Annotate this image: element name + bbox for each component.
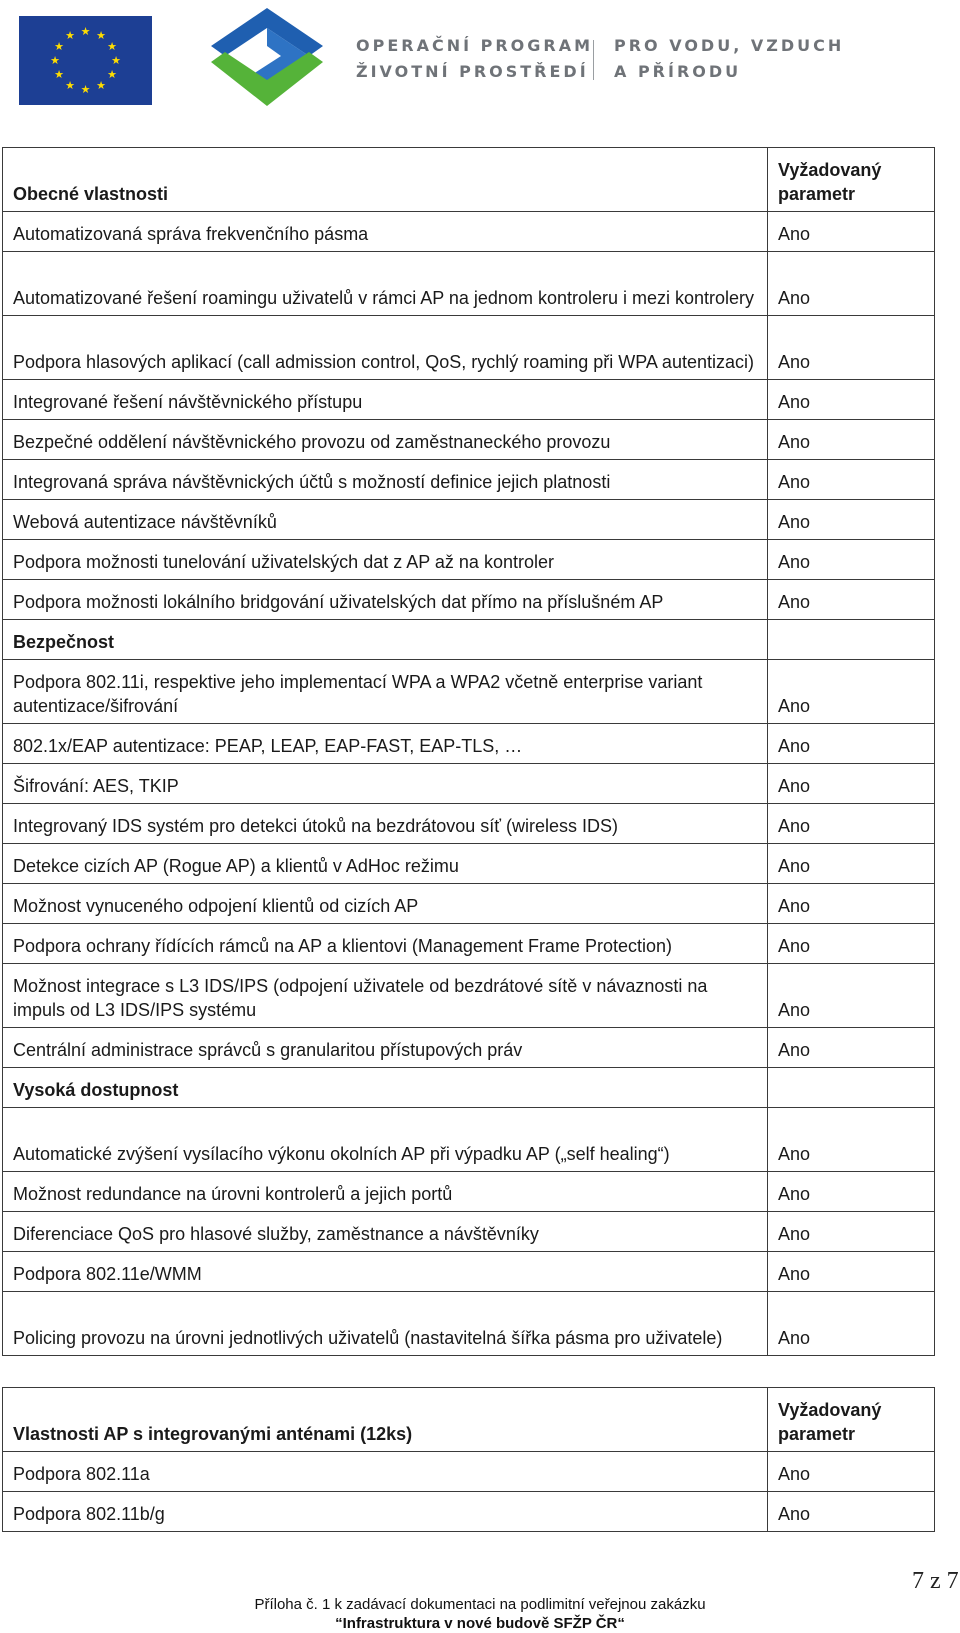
row-value: Ano	[768, 1028, 935, 1068]
row-label: Automatické zvýšení vysílacího výkonu okolních AP při výpadku AP („self healing“)	[3, 1108, 768, 1172]
row-label: Automatizované řešení roamingu uživatelů v rámci AP na jednom kontroleru i mezi kontrolery	[3, 252, 768, 316]
table-row	[3, 500, 935, 540]
row-label: Podpora 802.11b/g	[3, 1492, 768, 1532]
svg-text:★: ★	[96, 29, 106, 42]
svg-text:★: ★	[54, 40, 64, 53]
svg-text:★: ★	[96, 79, 106, 92]
row-value: Ano	[768, 1212, 935, 1252]
table-header-row	[3, 148, 935, 212]
table-row	[3, 964, 935, 1028]
table-row	[3, 1028, 935, 1068]
row-label: 802.1x/EAP autentizace: PEAP, LEAP, EAP-FAST, EAP-TLS, …	[3, 724, 768, 764]
table-header-label: Vlastnosti AP s integrovanými anténami (12ks)	[3, 1388, 768, 1452]
svg-text:★: ★	[65, 29, 75, 42]
row-label: Šifrování: AES, TKIP	[3, 764, 768, 804]
row-label: Možnost redundance na úrovni kontrolerů a jejich portů	[3, 1172, 768, 1212]
row-label: Integrovaná správa návštěvnických účtů s možností definice jejich platnosti	[3, 460, 768, 500]
row-label: Webová autentizace návštěvníků	[3, 500, 768, 540]
row-value	[768, 620, 935, 660]
row-value: Ano	[768, 844, 935, 884]
row-label: Podpora 802.11e/WMM	[3, 1252, 768, 1292]
row-value: Ano	[768, 580, 935, 620]
row-label: Diferenciace QoS pro hlasové služby, zaměstnance a návštěvníky	[3, 1212, 768, 1252]
table-row	[3, 1252, 935, 1292]
row-label: Podpora možnosti tunelování uživatelských dat z AP až na kontroler	[3, 540, 768, 580]
page-number: 7 z 7	[912, 1568, 959, 1594]
row-label: Podpora možnosti lokálního bridgování uživatelských dat přímo na příslušném AP	[3, 580, 768, 620]
row-value: Ano	[768, 724, 935, 764]
row-value: Ano	[768, 540, 935, 580]
row-value: Ano	[768, 884, 935, 924]
table-header-value: Vyžadovaný parametr	[768, 148, 935, 212]
table-row	[3, 580, 935, 620]
row-label: Podpora hlasových aplikací (call admission control, QoS, rychlý roaming při WPA autentizaci)	[3, 316, 768, 380]
svg-text:★: ★	[50, 54, 60, 67]
row-value: Ano	[768, 460, 935, 500]
section-title: Bezpečnost	[3, 620, 768, 660]
table-row	[3, 804, 935, 844]
row-value: Ano	[768, 1492, 935, 1532]
row-value	[768, 1068, 935, 1108]
row-label: Policing provozu na úrovni jednotlivých uživatelů (nastavitelná šířka pásma pro uživatele)	[3, 1292, 768, 1356]
row-label: Integrovaný IDS systém pro detekci útoků na bezdrátovou síť (wireless IDS)	[3, 804, 768, 844]
table-row	[3, 724, 935, 764]
row-value: Ano	[768, 1172, 935, 1212]
table-row	[3, 420, 935, 460]
table-row	[3, 1172, 935, 1212]
row-label: Podpora 802.11i, respektive jeho implementací WPA a WPA2 včetně enterprise variant autentizace/šifrování	[3, 660, 768, 724]
row-label: Centrální administrace správců s granularitou přístupových práv	[3, 1028, 768, 1068]
table-row	[3, 1292, 935, 1356]
row-value: Ano	[768, 252, 935, 316]
svg-text:★: ★	[111, 54, 121, 67]
row-value: Ano	[768, 1252, 935, 1292]
svg-text:★: ★	[80, 25, 91, 38]
row-value: Ano	[768, 1292, 935, 1356]
footer-line-1: Příloha č. 1 k zadávací dokumentaci na podlimitní veřejnou zakázku	[254, 1596, 706, 1613]
svg-text:★: ★	[80, 83, 91, 96]
header-divider	[593, 40, 594, 80]
row-value: Ano	[768, 924, 935, 964]
slogan-line-1: PRO VODU, VZDUCH	[614, 36, 845, 55]
table-header-label: Obecné vlastnosti	[3, 148, 768, 212]
general-properties-table	[2, 147, 935, 1356]
row-value: Ano	[768, 212, 935, 252]
ap-properties-table	[2, 1387, 935, 1532]
table-row	[3, 212, 935, 252]
table-row	[3, 884, 935, 924]
row-value: Ano	[768, 420, 935, 460]
table-row	[3, 460, 935, 500]
section-header-row	[3, 1068, 935, 1108]
program-line-2: ŽIVOTNÍ PROSTŘEDÍ	[356, 62, 589, 81]
table-header-row	[3, 1388, 935, 1452]
table-row	[3, 316, 935, 380]
row-value: Ano	[768, 964, 935, 1028]
table-row	[3, 1108, 935, 1172]
table-row	[3, 844, 935, 884]
table-row	[3, 380, 935, 420]
slogan-line-2: A PŘÍRODU	[614, 62, 742, 81]
section-title: Vysoká dostupnost	[3, 1068, 768, 1108]
table-row	[3, 1492, 935, 1532]
row-value: Ano	[768, 500, 935, 540]
row-value: Ano	[768, 316, 935, 380]
row-value: Ano	[768, 1108, 935, 1172]
row-label: Možnost integrace s L3 IDS/IPS (odpojení uživatele od bezdrátové sítě v návaznosti na impuls od L3 IDS/IPS systému	[3, 964, 768, 1028]
row-label: Možnost vynuceného odpojení klientů od cizích AP	[3, 884, 768, 924]
eu-flag-logo	[19, 16, 152, 105]
row-value: Ano	[768, 1452, 935, 1492]
table-header-value: Vyžadovaný parametr	[768, 1388, 935, 1452]
table-row	[3, 540, 935, 580]
page-footer	[0, 1595, 960, 1633]
svg-text:★: ★	[107, 68, 117, 81]
row-label: Podpora 802.11a	[3, 1452, 768, 1492]
program-line-1: OPERAČNÍ PROGRAM	[356, 36, 594, 55]
svg-text:★: ★	[65, 79, 75, 92]
table-row	[3, 924, 935, 964]
table-row	[3, 1212, 935, 1252]
section-header-row	[3, 620, 935, 660]
program-logo	[205, 6, 335, 109]
row-label: Integrované řešení návštěvnického přístupu	[3, 380, 768, 420]
table-row	[3, 660, 935, 724]
row-label: Detekce cizích AP (Rogue AP) a klientů v AdHoc režimu	[3, 844, 768, 884]
table-row	[3, 252, 935, 316]
row-label: Podpora ochrany řídících rámců na AP a klientovi (Management Frame Protection)	[3, 924, 768, 964]
row-value: Ano	[768, 764, 935, 804]
row-value: Ano	[768, 660, 935, 724]
svg-text:★: ★	[54, 68, 64, 81]
row-value: Ano	[768, 380, 935, 420]
table-row	[3, 1452, 935, 1492]
row-label: Bezpečné oddělení návštěvnického provozu od zaměstnaneckého provozu	[3, 420, 768, 460]
footer-line-2: “Infrastruktura v nové budově SFŽP ČR“	[335, 1615, 625, 1632]
row-label: Automatizovaná správa frekvenčního pásma	[3, 212, 768, 252]
svg-text:★: ★	[107, 40, 117, 53]
table-row	[3, 764, 935, 804]
row-value: Ano	[768, 804, 935, 844]
